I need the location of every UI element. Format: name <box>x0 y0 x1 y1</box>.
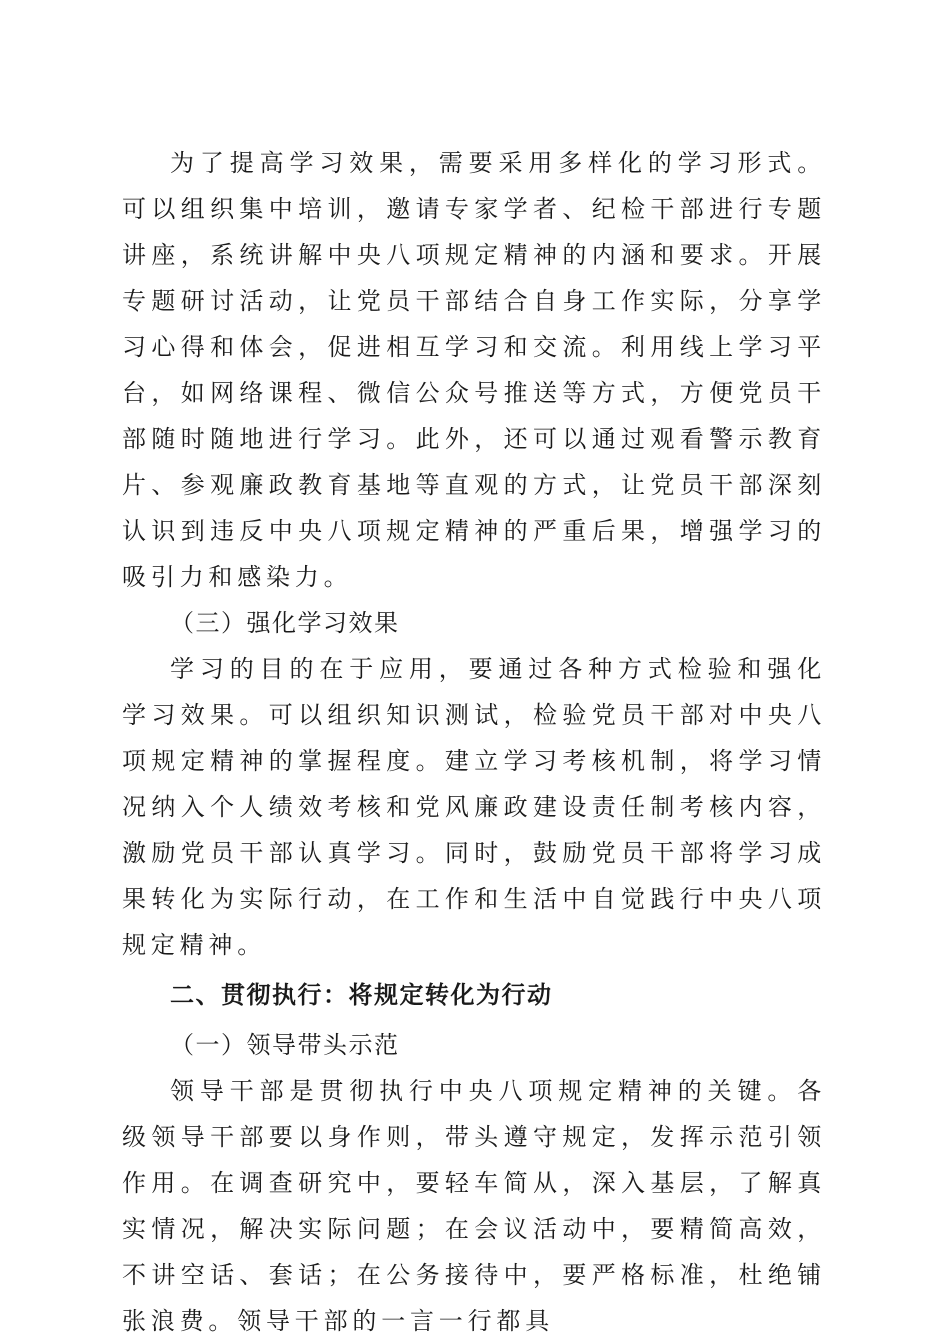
paragraph-learning-forms: 为了提高学习效果，需要采用多样化的学习形式。可以组织集中培训，邀请专家学者、纪检干部进行专题讲座，系统讲解中央八项规定精神的内涵和要求。开展专题研讨活动，让党员干部结合自身工作实际，分享学习心得和体会，促进相互学习和交流。利用线上学习平台，如网络课程、微信公众号推送等方式，方便党员干部随时随地进行学习。此外，还可以通过观看警示教育片、参观廉政教育基地等直观的方式，让党员干部深刻认识到违反中央八项规定精神的严重后果，增强学习的吸引力和感染力。 <box>122 149 826 591</box>
document-body <box>122 140 826 1344</box>
paragraph-leaders-role: 领导干部是贯彻执行中央八项规定精神的关键。各级领导干部要以身作则，带头遵守规定，发挥示范引领作用。在调查研究中，要轻车简从，深入基层，了解真实情况，解决实际问题；在会议活动中，要精简高效，不讲空话、套话；在公务接待中，要严格标准，杜绝铺张浪费。领导干部的一言一行都具 <box>122 1077 826 1335</box>
subheading-leaders-example: （一）领导带头示范 <box>170 1031 400 1059</box>
subheading-strengthen-effect: （三）强化学习效果 <box>170 609 400 637</box>
paragraph-learning-application: 学习的目的在于应用，要通过各种方式检验和强化学习效果。可以组织知识测试，检验党员干部对中央八项规定精神的掌握程度。建立学习考核机制，将学习情况纳入个人绩效考核和党风廉政建设责任制考核内容，激励党员干部认真学习。同时，鼓励党员干部将学习成果转化为实际行动，在工作和生活中自觉践行中央八项规定精神。 <box>122 655 826 959</box>
heading-implementation: 二、贯彻执行：将规定转化为行动 <box>170 981 553 1009</box>
